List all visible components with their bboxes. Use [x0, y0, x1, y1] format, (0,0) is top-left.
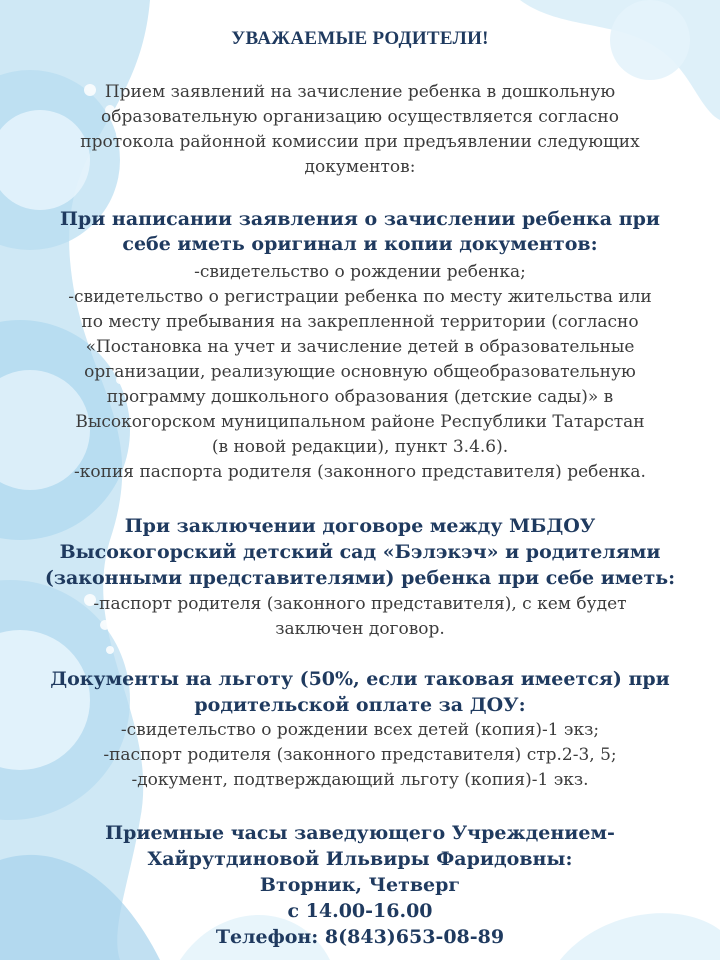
section1-item: организации, реализующие основную общеобразовательную [84, 362, 636, 382]
phone-line: Телефон: 8(843)653-08-89 [215, 926, 505, 948]
section3-item: -документ, подтверждающий льготу (копия)-1 экз. [131, 770, 589, 790]
section2-heading: При заключении договоре между МБДОУ [124, 515, 596, 537]
section1-item: Высокогорском муниципальном районе Республики Татарстан [75, 412, 645, 432]
page-title: УВАЖАЕМЫЕ РОДИТЕЛИ! [231, 28, 489, 49]
intro-line: документов: [304, 157, 416, 177]
section3-item: -паспорт родителя (законного представителя) стр.2-3, 5; [103, 745, 617, 765]
section3-heading: родительской оплате за ДОУ: [194, 694, 526, 716]
intro-line: Прием заявлений на зачисление ребенка в дошкольную [104, 82, 616, 102]
hours-time: с 14.00-16.00 [287, 900, 433, 922]
section1-item: (в новой редакции), пункт 3.4.6). [211, 437, 509, 457]
section1-item: -свидетельство о регистрации ребенка по месту жительства или [68, 287, 652, 307]
section1-item: программу дошкольного образования (детские сады)» в [106, 387, 614, 407]
section2-heading: (законными представителями) ребенка при себе иметь: [44, 567, 676, 589]
intro-line: образовательную организацию осуществляется согласно [101, 107, 619, 127]
section1-item: по месту пребывания на закрепленной территории (согласно [81, 312, 639, 332]
section2-item: -паспорт родителя (законного представителя), с кем будет [93, 594, 627, 614]
section2-item: заключен договор. [275, 619, 445, 639]
section2-heading: Высокогорский детский сад «Бэлэкэч» и родителями [59, 541, 661, 563]
section3-heading: Документы на льготу (50%, если таковая имеется) при [50, 668, 670, 690]
hours-line: Хайрутдиновой Ильвиры Фаридовны: [147, 848, 573, 870]
section1-heading: себе иметь оригинал и копии документов: [122, 233, 598, 255]
section1-item: «Постановка на учет и зачисление детей в образовательные [85, 337, 635, 357]
section1-heading: При написании заявления о зачислении ребенка при [59, 208, 660, 230]
intro-line: протокола районной комиссии при предъявлении следующих [80, 132, 640, 152]
section1-item: -копия паспорта родителя (законного представителя) ребенка. [74, 462, 646, 482]
section3-item: -свидетельство о рождении всех детей (копия)-1 экз; [120, 720, 600, 740]
section1-item: -свидетельство о рождении ребенка; [194, 262, 526, 282]
hours-line: Приемные часы заведующего Учреждением- [105, 822, 615, 844]
hours-days: Вторник, Четверг [259, 874, 461, 896]
